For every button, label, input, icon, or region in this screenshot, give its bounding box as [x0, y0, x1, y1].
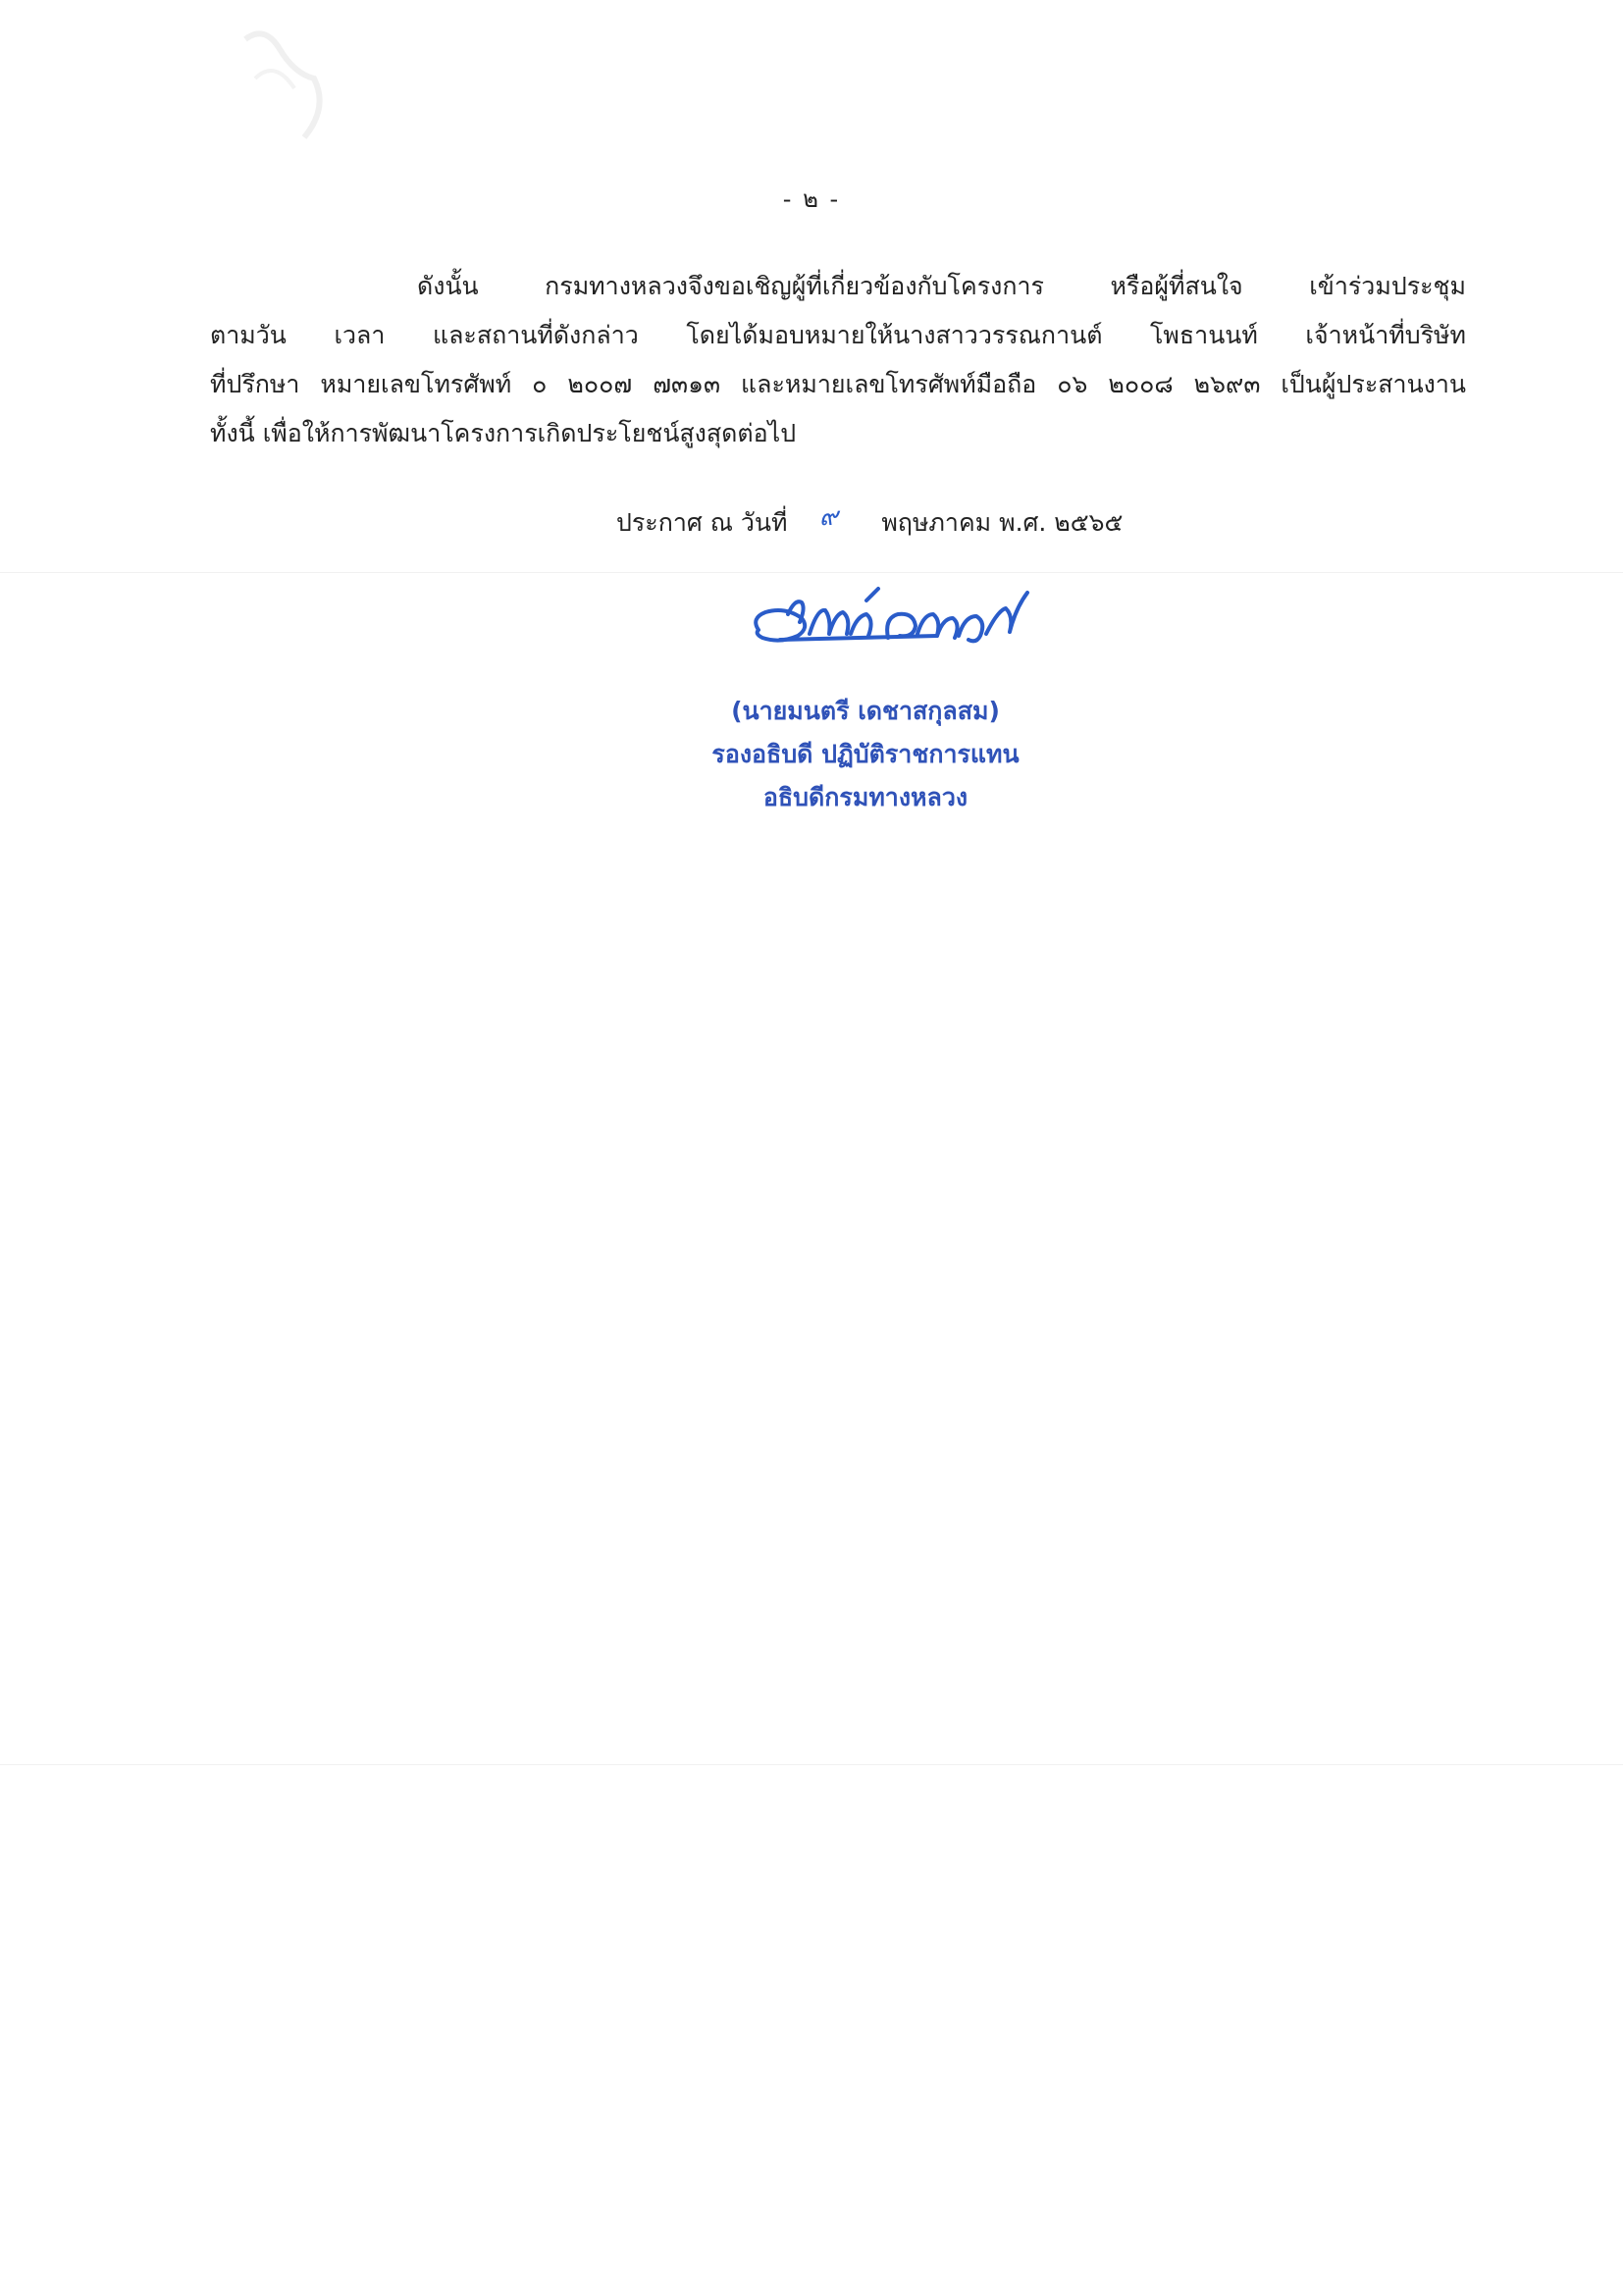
handwritten-signature	[741, 579, 1065, 667]
announcement-month-year: พฤษภาคม พ.ศ. ๒๕๖๕	[881, 508, 1124, 537]
announcement-date	[616, 503, 1123, 543]
scan-line	[0, 1764, 1623, 1765]
scan-smudge	[236, 20, 343, 147]
body-line-1: ดังนั้น กรมทางหลวงจึงขอเชิญผู้ที่เกี่ยวข้องกับโครงการ หรือผู้ที่สนใจ เข้าร่วมประชุม	[417, 272, 1466, 300]
body-line-2: ตามวัน เวลา และสถานที่ดังกล่าว โดยได้มอบหมายให้นางสาววรรณกานต์ โพธานนท์ เจ้าหน้าที่บริษัท	[210, 321, 1466, 349]
signer-name-line	[0, 690, 1623, 733]
announcement-prefix: ประกาศ ณ วันที่	[616, 508, 788, 537]
body-line-4: ทั้งนี้ เพื่อให้การพัฒนาโครงการเกิดประโยชน์สูงสุดต่อไป	[210, 419, 797, 447]
announcement-day: ๙	[818, 502, 838, 532]
page-number: - ๒ -	[782, 185, 841, 213]
signer-position-line	[0, 733, 1623, 776]
signer-organization-line	[0, 776, 1623, 819]
body-line-3: ที่ปรึกษา หมายเลขโทรศัพท์ ๐ ๒๐๐๗ ๗๓๑๓ และหมายเลขโทรศัพท์มือถือ ๐๖ ๒๐๐๘ ๒๖๙๓ เป็นผู้ประสานงาน	[210, 370, 1466, 398]
signer-position: รองอธิบดี ปฏิบัติราชการแทน	[711, 740, 1020, 768]
scan-line	[0, 572, 1623, 573]
signer-name: (นายมนตรี เดชาสกุลสม)	[731, 697, 1000, 725]
signer-organization: อธิบดีกรมทางหลวง	[762, 783, 969, 811]
